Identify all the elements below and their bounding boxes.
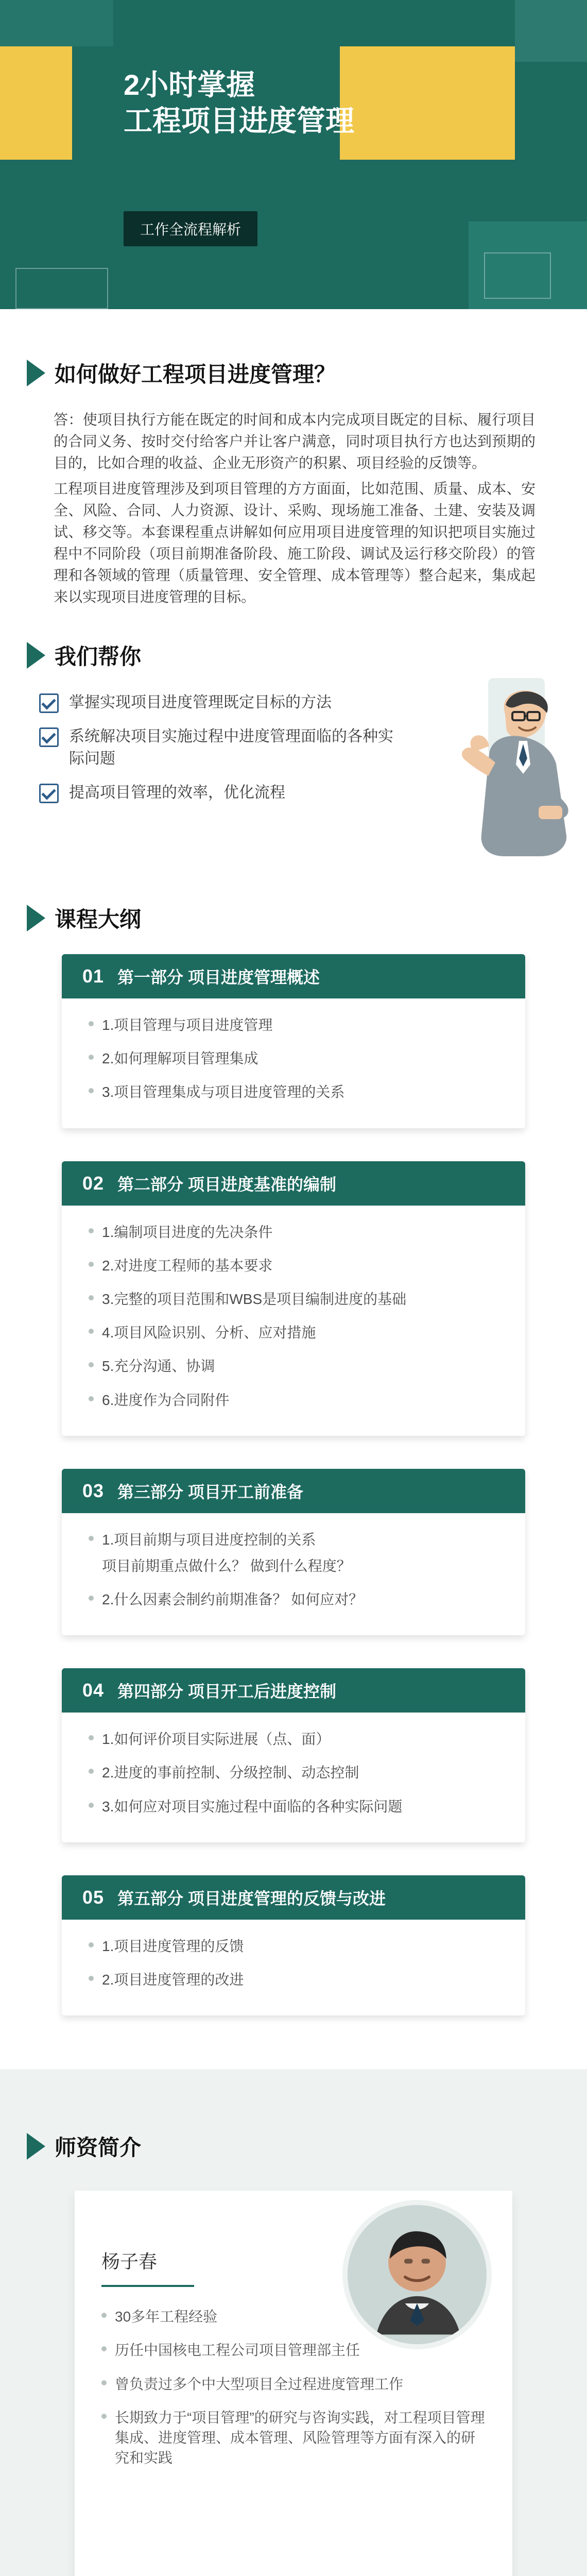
bullet-dot-icon — [89, 1976, 94, 1981]
outline-item-text — [102, 1530, 351, 1576]
intro-text — [27, 409, 560, 608]
outline-card-title: 第三部分 项目开工前准备 — [117, 1482, 303, 1501]
outline-card-number: 05 — [82, 1886, 105, 1908]
section-arrow-icon — [27, 360, 45, 386]
outline-card — [62, 1469, 525, 1636]
teacher-name: 杨子春 — [101, 2251, 158, 2273]
outline-item — [89, 1048, 498, 1069]
outline-cards — [27, 954, 560, 2015]
outline-section — [0, 903, 587, 2015]
outline-card — [62, 1875, 525, 2015]
outline-card-number: 03 — [82, 1480, 105, 1501]
bullet-dot-icon — [89, 1769, 94, 1774]
teacher-item-text: 30多年工程经验 — [115, 2309, 218, 2325]
bullet-dot-icon — [89, 1088, 94, 1093]
outline-card-header — [62, 1668, 525, 1713]
outline-card — [62, 954, 525, 1128]
outline-item-text: 1.编制项目进度的先决条件 — [102, 1224, 273, 1240]
help-item — [39, 725, 400, 770]
hero-decor-frame-right — [484, 252, 551, 299]
hero-title-line-1: 2小时掌握 — [124, 69, 255, 101]
bullet-dot-icon — [89, 1362, 94, 1367]
outline-item — [89, 1936, 498, 1956]
bullet-dot-icon — [89, 1803, 94, 1808]
section-arrow-icon — [27, 905, 45, 931]
teacher-card — [75, 2191, 512, 2576]
outline-item-text: 6.进度作为合同附件 — [102, 1392, 230, 1408]
bullet-dot-icon — [89, 1021, 94, 1026]
outline-item-text: 2.项目进度管理的改进 — [102, 1972, 244, 1988]
hero-banner — [0, 0, 587, 309]
bullet-dot-icon — [89, 1055, 94, 1060]
intro-heading — [27, 358, 560, 388]
intro-paragraph-2: 工程项目进度管理涉及到项目管理的方方面面，比如范围、质量、成本、安全、风险、合同、人力资源、设计、采购、现场施工准备、土建、安装及调试、移交等。本套课程重点讲解如何应用项目进度管理的知识把项目实施过程中不同阶段（项目前期准备阶段、施工阶段、调试及运行移交阶段）的管理和各领域的管理（质量管理、安全管理、成本管理等）整合起来，集成起来以实现项目进度管理的目标。 — [54, 481, 536, 605]
bullet-dot-icon — [89, 1735, 94, 1740]
outline-item-text: 1.项目进度管理的反馈 — [102, 1938, 244, 1954]
outline-card-body — [62, 998, 525, 1128]
outline-card-title: 第五部分 项目进度管理的反馈与改进 — [117, 1889, 386, 1908]
outline-card — [62, 1161, 525, 1436]
checkbox-checked-icon — [39, 693, 59, 713]
outline-card-number: 04 — [82, 1680, 105, 1701]
intro-paragraph-1: 答：使项目执行方能在既定的时间和成本内完成项目既定的目标、履行项目的合同义务、按时交付给客户并让客户满意，同时项目执行方也达到预期的目的，比如合理的收益、企业无形资产的积累、项目经验的反馈等。 — [54, 412, 536, 471]
bullet-dot-icon — [89, 1942, 94, 1947]
outline-item — [89, 1762, 498, 1783]
bullet-dot-icon — [89, 1396, 94, 1401]
outline-item-text: 1.项目管理与项目进度管理 — [102, 1017, 273, 1033]
teacher-name-underline — [101, 2285, 194, 2287]
hero-title — [124, 67, 354, 139]
outline-card-header — [62, 1469, 525, 1513]
bullet-dot-icon — [89, 1536, 94, 1541]
outline-item — [89, 1970, 498, 1990]
section-arrow-icon — [27, 642, 45, 669]
outline-item — [89, 1390, 498, 1410]
hero-decor-yellow-right — [340, 46, 515, 160]
hero-decor-frame-left — [15, 268, 108, 309]
outline-item — [89, 1323, 498, 1343]
outline-card-body — [62, 1513, 525, 1636]
help-section — [0, 640, 587, 897]
outline-card-title: 第二部分 项目进度基准的编制 — [117, 1175, 336, 1194]
outline-item — [89, 1289, 498, 1309]
hero-decor-yellow-left — [0, 46, 72, 160]
outline-card-header — [62, 1161, 525, 1206]
outline-item-text: 3.完整的项目范围和WBS是项目编制进度的基础 — [102, 1291, 407, 1307]
outline-item-text: 2.对进度工程师的基本要求 — [102, 1257, 273, 1274]
teacher-item — [101, 2408, 486, 2468]
outline-item — [89, 1530, 498, 1576]
intro-heading-text: 如何做好工程项目进度管理？ — [55, 362, 336, 386]
teacher-heading-text: 师资简介 — [55, 2136, 142, 2160]
outline-item-text: 2.什么因素会制约前期准备？ 如何应对？ — [102, 1591, 364, 1608]
outline-item — [89, 1222, 498, 1242]
outline-item — [89, 1356, 498, 1376]
teacher-item-text: 长期致力于“项目管理”的研究与咨询实践，对工程项目管理集成、进度管理、成本管理、风险管理等方面有深入的研究和实践 — [115, 2409, 485, 2466]
checkbox-checked-icon — [39, 784, 59, 803]
outline-card-title: 第一部分 项目进度管理概述 — [117, 968, 320, 987]
help-heading — [27, 640, 560, 671]
bullet-dot-icon — [89, 1262, 94, 1267]
outline-item-text: 2.如何理解项目管理集成 — [102, 1050, 258, 1067]
bullet-dot-icon — [89, 1295, 94, 1300]
outline-card-body — [62, 1920, 525, 2015]
help-item-text: 提高项目管理的效率，优化流程 — [69, 784, 285, 801]
outline-item — [89, 1015, 498, 1035]
outline-item-text: 5.充分沟通、协调 — [102, 1358, 215, 1375]
businessman-illustration-icon — [417, 676, 582, 872]
help-heading-text: 我们帮你 — [55, 645, 142, 669]
outline-item-subline: 项目前期重点做什么？ 做到什么程度？ — [102, 1557, 351, 1574]
teacher-item — [101, 2374, 486, 2394]
outline-item — [89, 1729, 498, 1749]
hero-title-line-2: 工程项目进度管理 — [124, 105, 354, 137]
section-arrow-icon — [27, 2133, 45, 2160]
outline-item-text: 3.项目管理集成与项目进度管理的关系 — [102, 1084, 345, 1100]
outline-card-body — [62, 1206, 525, 1436]
outline-card-number: 01 — [82, 965, 105, 987]
outline-card — [62, 1668, 525, 1842]
bullet-dot-icon — [101, 2380, 107, 2385]
teacher-heading — [27, 2131, 560, 2162]
outline-item-text: 1.如何评价项目实际进展（点、面） — [102, 1731, 331, 1748]
bullet-dot-icon — [89, 1596, 94, 1601]
teacher-avatar — [342, 2200, 492, 2349]
outline-item-line: 1.项目前期与项目进度控制的关系 — [102, 1531, 316, 1548]
hero-decor-teal-top-right — [515, 0, 587, 62]
outline-heading-text: 课程大纲 — [55, 907, 142, 931]
outline-card-title: 第四部分 项目开工后进度控制 — [117, 1682, 336, 1701]
intro-section — [0, 309, 587, 608]
outline-item — [89, 1256, 498, 1276]
outline-item-text: 2.进度的事前控制、分级控制、动态控制 — [102, 1765, 359, 1781]
hero-decor-block — [0, 0, 113, 46]
outline-card-body — [62, 1713, 525, 1842]
bullet-dot-icon — [101, 2313, 107, 2318]
bullet-dot-icon — [101, 2346, 107, 2351]
outline-card-header — [62, 954, 525, 998]
outline-item — [89, 1082, 498, 1102]
outline-card-header — [62, 1875, 525, 1920]
outline-item-text: 4.项目风险识别、分析、应对措施 — [102, 1325, 316, 1341]
teacher-section — [0, 2069, 587, 2576]
help-item-text: 掌握实现项目进度管理既定目标的方法 — [69, 694, 332, 711]
hero-tag: 工作全流程解析 — [124, 211, 257, 246]
bullet-dot-icon — [89, 1329, 94, 1334]
outline-item-text: 3.如何应对项目实施过程中面临的各种实际问题 — [102, 1798, 403, 1815]
outline-item — [89, 1797, 498, 1817]
bullet-dot-icon — [89, 1228, 94, 1233]
help-item-text: 系统解决项目实施过程中进度管理面临的各种实际问题 — [69, 727, 393, 767]
teacher-item-text: 曾负责过多个中大型项目全过程进度管理工作 — [115, 2376, 404, 2392]
bullet-dot-icon — [101, 2414, 107, 2419]
teacher-item-text: 历任中国核电工程公司项目管理部主任 — [115, 2342, 360, 2359]
outline-card-number: 02 — [82, 1172, 105, 1194]
outline-item — [89, 1589, 498, 1609]
checkbox-checked-icon — [39, 727, 59, 747]
outline-heading — [27, 903, 560, 934]
